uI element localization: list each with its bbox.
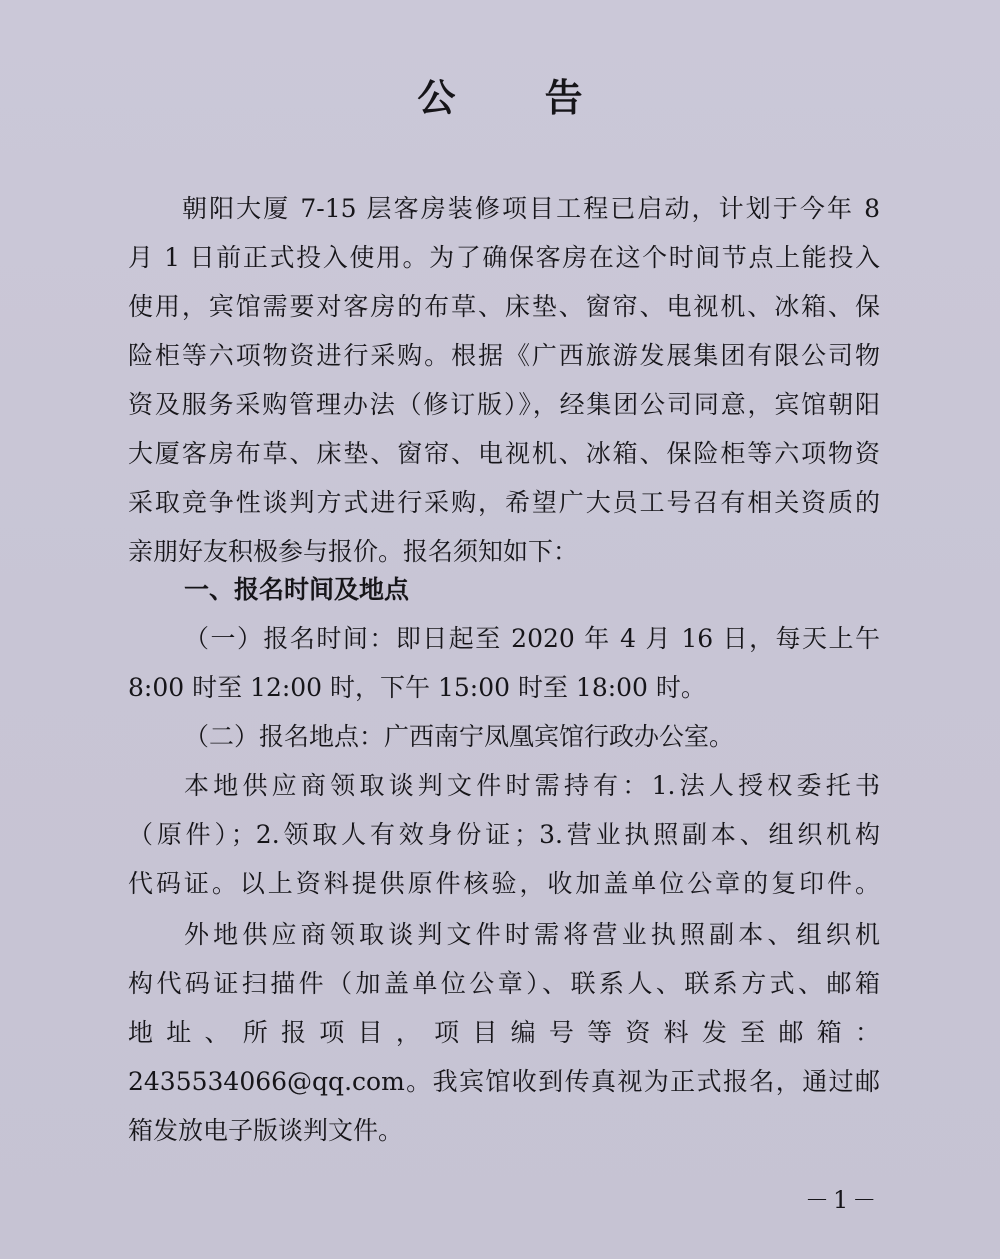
local-line: 本地供应商领取谈判文件时需持有：1.法人授权委托书 xyxy=(184,771,880,800)
intro-line: 使用，宾馆需要对客房的布草、床垫、窗帘、电视机、冰箱、保 xyxy=(128,292,880,321)
remote-line: 箱发放电子版谈判文件。 xyxy=(128,1116,404,1145)
remote-line: 地址、所报项目，项目编号等资料发至邮箱： xyxy=(128,1018,880,1047)
remote-line: 2435534066@qq.com。我宾馆收到传真视为正式报名，通过邮 xyxy=(128,1067,880,1096)
local-line: 代码证。以上资料提供原件核验，收加盖单位公章的复印件。 xyxy=(128,869,880,898)
place-line: （二）报名地点：广西南宁凤凰宾馆行政办公室。 xyxy=(184,722,735,751)
page-number: －1－ xyxy=(805,1186,881,1214)
intro-line: 月 1 日前正式投入使用。为了确保客房在这个时间节点上能投入 xyxy=(128,243,880,272)
intro-line: 亲朋好友积极参与报价。报名须知如下： xyxy=(128,537,579,566)
page-title: 公 告 xyxy=(417,76,621,120)
remote-line: 外地供应商领取谈判文件时需将营业执照副本、组织机 xyxy=(184,920,880,949)
time-line: 8:00 时至 12:00 时，下午 15:00 时至 18:00 时。 xyxy=(128,673,706,702)
intro-line: 大厦客房布草、床垫、窗帘、电视机、冰箱、保险柜等六项物资 xyxy=(128,439,880,468)
remote-line: 构代码证扫描件（加盖单位公章）、联系人、联系方式、邮箱 xyxy=(128,969,880,998)
section-heading xyxy=(128,565,880,614)
intro-paragraph xyxy=(128,184,880,576)
place-paragraph xyxy=(128,712,880,761)
local-supplier-paragraph xyxy=(128,761,880,908)
remote-supplier-paragraph xyxy=(128,910,880,1155)
time-paragraph xyxy=(128,614,880,712)
section-heading-text: 一、报名时间及地点 xyxy=(184,575,410,604)
intro-line: 资及服务采购管理办法（修订版）》，经集团公司同意，宾馆朝阳 xyxy=(128,390,880,419)
local-line: （原件）；2.领取人有效身份证；3.营业执照副本、组织机构 xyxy=(128,820,880,849)
intro-line: 采取竞争性谈判方式进行采购，希望广大员工号召有相关资质的 xyxy=(128,488,880,517)
intro-line: 朝阳大厦 7-15 层客房装修项目工程已启动，计划于今年 8 xyxy=(182,194,880,223)
intro-line: 险柜等六项物资进行采购。根据《广西旅游发展集团有限公司物 xyxy=(128,341,880,370)
time-line: （一）报名时间：即日起至 2020 年 4 月 16 日，每天上午 xyxy=(184,624,880,653)
